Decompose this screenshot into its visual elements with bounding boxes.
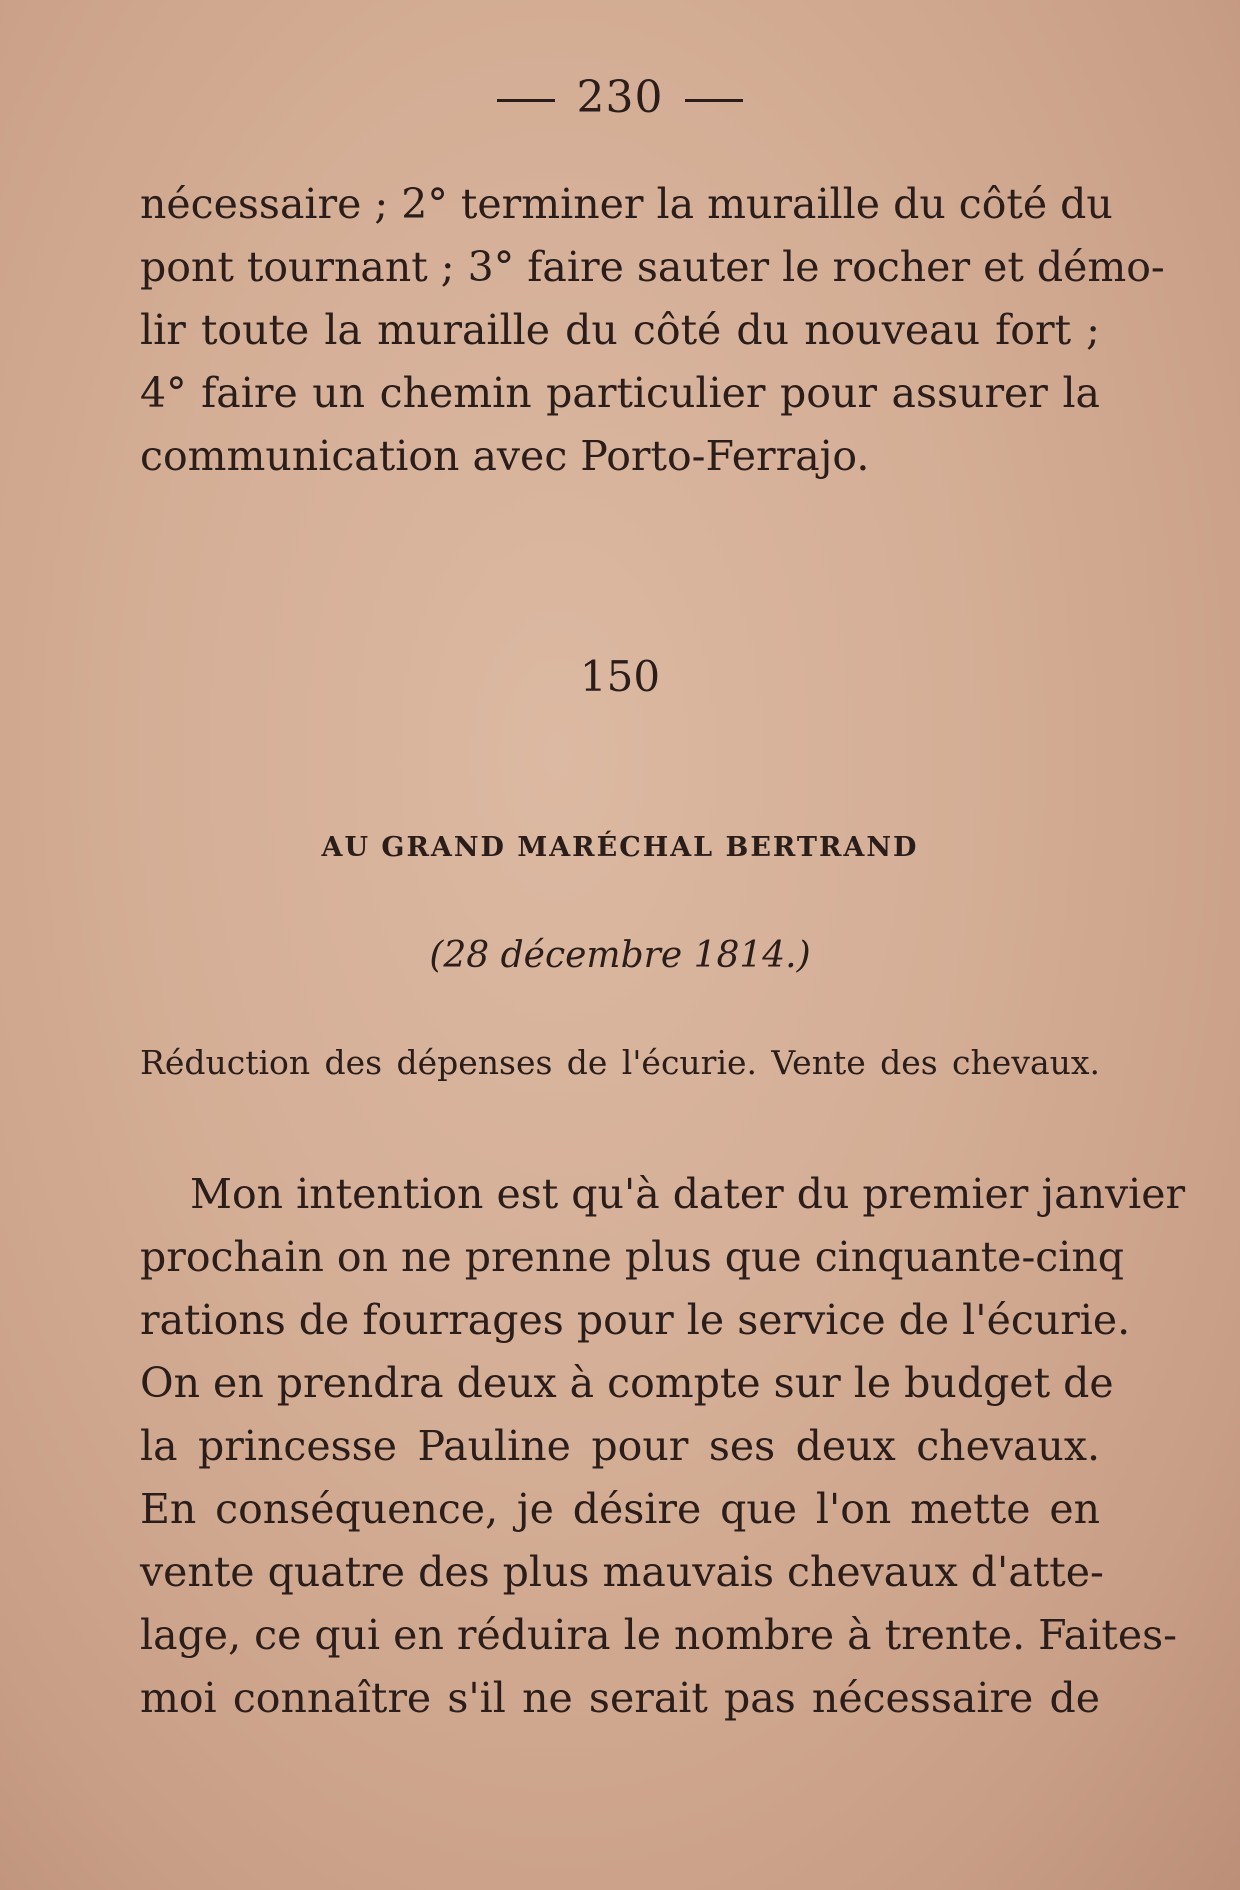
text-line: 4° faire un chemin particulier pour assurer la [140, 369, 1100, 417]
text-line: lir toute la muraille du côté du nouveau fort ; [140, 306, 1100, 354]
folio-dash-right [685, 99, 743, 102]
text-line: lage, ce qui en réduira le nombre à trente. Faites- [140, 1611, 1177, 1659]
letter-body [140, 1163, 1186, 1730]
letter-number: 150 [579, 652, 661, 701]
text-line: rations de fourrages pour le service de l'écurie. [140, 1296, 1131, 1344]
text-line: pont tournant ; 3° faire sauter le rocher et démo- [140, 243, 1165, 291]
continuation-paragraph [140, 173, 1165, 488]
text-line: la princesse Pauline pour ses deux chevaux. [140, 1422, 1100, 1470]
letter-summary: Réduction des dépenses de l'écurie. Vente des chevaux. [140, 1043, 1100, 1082]
folio-dash-left [497, 99, 555, 102]
letter-date: (28 décembre 1814.) [429, 935, 811, 976]
text-line: Mon intention est qu'à dater du premier janvier [190, 1170, 1186, 1218]
text-line: communication avec Porto-Ferrajo. [140, 432, 870, 480]
text-line: prochain on ne prenne plus que cinquante-cinq [140, 1233, 1125, 1281]
text-line: vente quatre des plus mauvais chevaux d'atte- [140, 1548, 1104, 1596]
text-line: nécessaire ; 2° terminer la muraille du côté du [140, 180, 1113, 228]
page-number-text: 230 [576, 72, 664, 123]
page-number [0, 72, 1240, 123]
text-line: On en prendra deux à compte sur le budget de [140, 1359, 1114, 1407]
text-line: moi connaître s'il ne serait pas nécessaire de [140, 1674, 1100, 1722]
letter-addressee: AU GRAND MARÉCHAL BERTRAND [321, 832, 919, 863]
text-line: En conséquence, je désire que l'on mette en [140, 1485, 1100, 1533]
